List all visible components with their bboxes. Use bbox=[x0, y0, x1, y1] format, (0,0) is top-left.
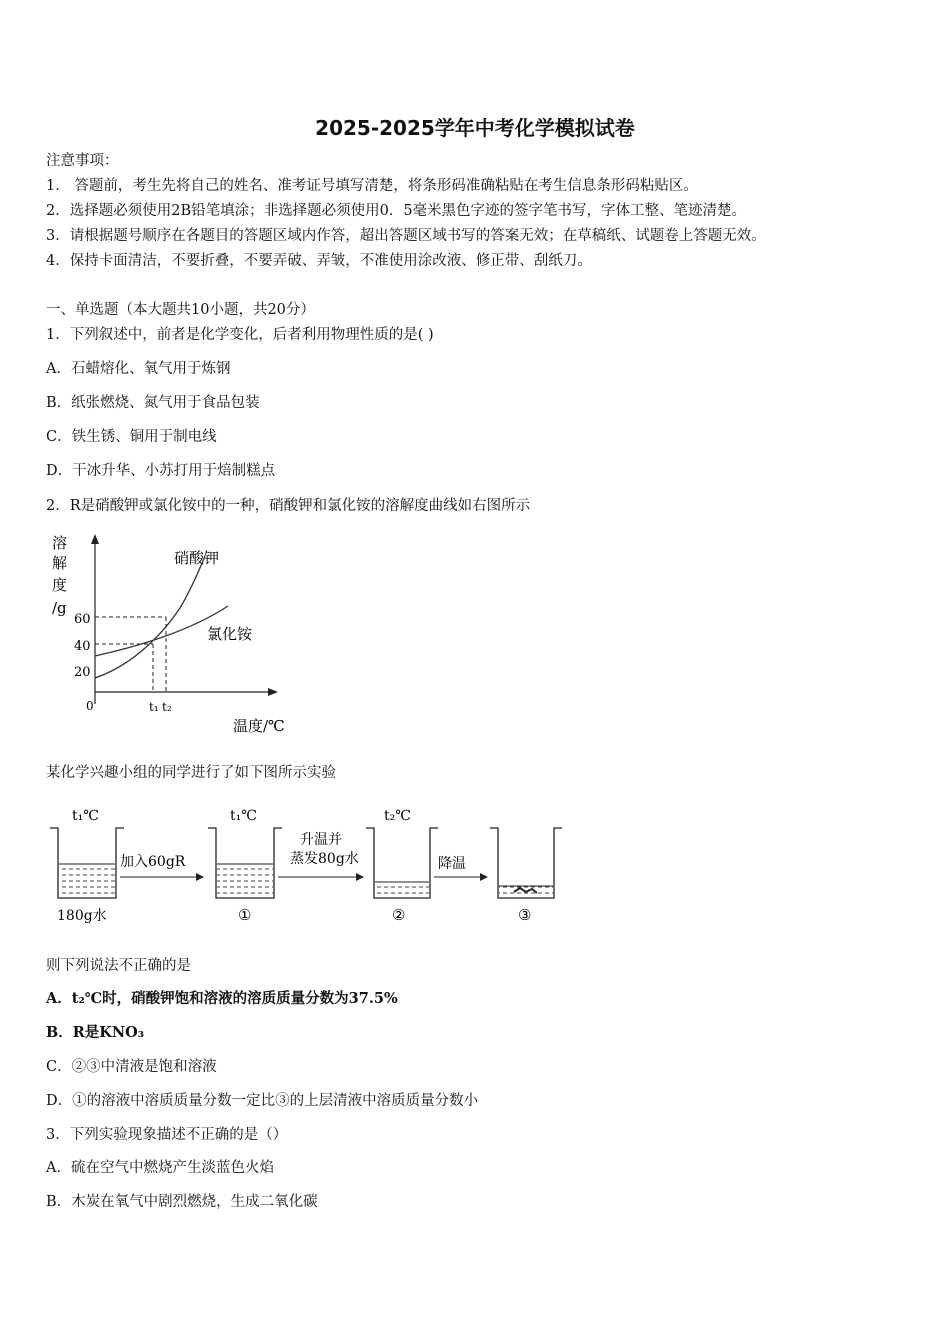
notice-heading: 注意事项： bbox=[46, 153, 119, 169]
page-title: 2025-2025学年中考化学模拟试卷 bbox=[315, 116, 635, 140]
q1-option-b: B．纸张燃烧、氮气用于食品包装 bbox=[46, 395, 260, 411]
arrow-2-head bbox=[356, 873, 364, 881]
y-axis-label bbox=[52, 534, 67, 617]
y-tick-60: 60 bbox=[74, 612, 91, 627]
notice-item-1: 1． 答题前，考生先将自己的姓名、准考证号填写清楚，将条形码准确粘贴在考生信息条形码粘贴区。 bbox=[46, 178, 698, 194]
x-tick-t2: t₂ bbox=[162, 700, 172, 714]
y-tick-40: 40 bbox=[74, 639, 91, 654]
experiment-intro: 某化学兴趣小组的同学进行了如下图所示实验 bbox=[46, 765, 336, 781]
temp-label-1: t₁℃ bbox=[72, 808, 99, 824]
solubility-graph bbox=[40, 526, 310, 741]
q1-stem: 1．下列叙述中，前者是化学变化，后者利用物理性质的是( ) bbox=[46, 327, 434, 343]
temp-label-2: t₁℃ bbox=[230, 808, 257, 824]
kno3-label: 硝酸钾 bbox=[174, 549, 220, 567]
notice-item-4: 4．保持卡面清洁，不要折叠，不要弄破、弄皱，不准使用涂改液、修正带、刮纸刀。 bbox=[46, 253, 592, 269]
x-axis-label: 温度/℃ bbox=[233, 717, 285, 735]
beaker-3 bbox=[366, 828, 438, 898]
y-label-char-2: 解 bbox=[52, 554, 68, 572]
temp-label-3: t₂℃ bbox=[384, 808, 411, 824]
step3-label: 降温 bbox=[438, 856, 466, 872]
y-label-char-3: 度 bbox=[52, 576, 68, 594]
q1-option-d: D．干冰升华、小苏打用于焙制糕点 bbox=[46, 463, 276, 479]
step2-label-line1: 升温并 bbox=[300, 832, 342, 848]
x-tick-t1: t₁ bbox=[149, 700, 159, 714]
beaker-2 bbox=[208, 828, 282, 898]
section-heading: 一、单选题（本大题共10小题，共20分） bbox=[46, 302, 315, 318]
q1-option-c: C．铁生锈、铜用于制电线 bbox=[46, 429, 217, 445]
arrow-3-head bbox=[480, 873, 488, 881]
y-label-char-1: 溶 bbox=[52, 534, 68, 552]
q2-option-b: B．R是KNO₃ bbox=[46, 1024, 145, 1041]
y-tick-20: 20 bbox=[74, 665, 91, 680]
notice-item-3: 3．请根据题号顺序在各题目的答题区域内作答，超出答题区域书写的答案无效；在草稿纸、试题卷上答题无效。 bbox=[46, 228, 766, 244]
q1-option-a: A．石蜡熔化、氧气用于炼钢 bbox=[46, 361, 231, 377]
x-axis-arrow bbox=[268, 688, 278, 696]
origin-label: 0 bbox=[86, 699, 94, 713]
q2-question: 则下列说法不正确的是 bbox=[46, 958, 191, 974]
y-axis-arrow bbox=[91, 534, 99, 544]
q2-option-d: D．①的溶液中溶质质量分数一定比③的上层清液中溶质质量分数小 bbox=[46, 1093, 479, 1109]
q3-option-a: A．硫在空气中燃烧产生淡蓝色火焰 bbox=[46, 1160, 274, 1176]
step2-label-line2: 蒸发80g水 bbox=[290, 851, 359, 867]
step1-label: 加入60gR bbox=[120, 854, 186, 870]
experiment-diagram bbox=[40, 800, 570, 930]
arrow-1-head bbox=[196, 873, 204, 881]
beaker-4 bbox=[490, 828, 562, 898]
water-label: 180g水 bbox=[57, 908, 107, 924]
nh4cl-label: 氯化铵 bbox=[207, 625, 253, 643]
q2-option-a: A．t₂℃时，硝酸钾饱和溶液的溶质质量分数为37.5% bbox=[46, 990, 398, 1007]
q2-stem: 2．R是硝酸钾或氯化铵中的一种，硝酸钾和氯化铵的溶解度曲线如右图所示 bbox=[46, 498, 531, 514]
beaker-label-2: ② bbox=[392, 906, 406, 924]
q2-option-c: C．②③中清液是饱和溶液 bbox=[46, 1059, 217, 1075]
beaker-label-3: ③ bbox=[518, 906, 532, 924]
notice-item-2: 2．选择题必须使用2B铅笔填涂；非选择题必须使用0．5毫米黑色字迹的签字笔书写，字体工整、笔迹清楚。 bbox=[46, 203, 747, 219]
q3-option-b: B．木炭在氧气中剧烈燃烧，生成二氧化碳 bbox=[46, 1194, 318, 1210]
beaker-1 bbox=[50, 828, 124, 898]
y-label-unit: /g bbox=[52, 599, 67, 617]
beaker-label-1: ① bbox=[238, 906, 252, 924]
q3-stem: 3．下列实验现象描述不正确的是（） bbox=[46, 1127, 288, 1143]
